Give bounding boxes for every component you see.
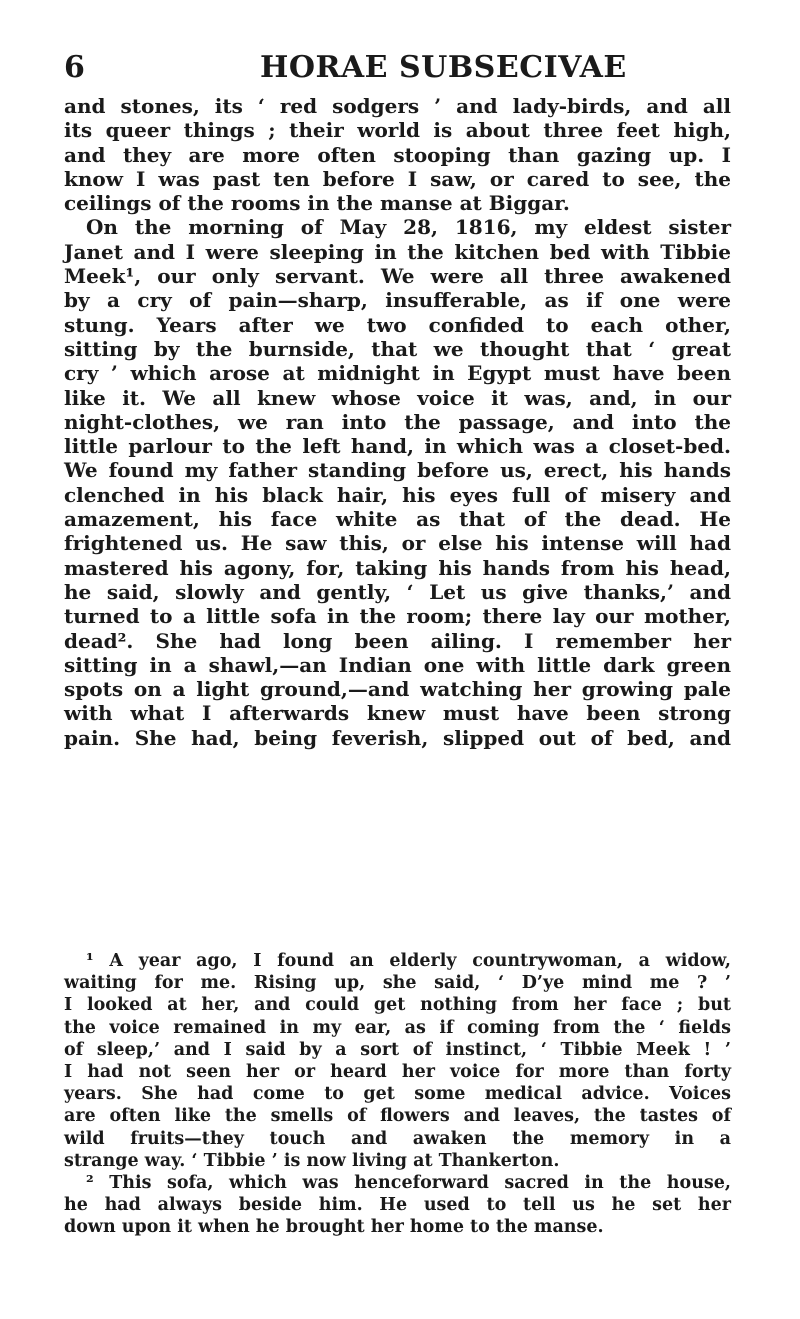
- footnote-line: down upon it when he brought her home to the manse.: [64, 1217, 604, 1238]
- text-line: like it. We all knew whose voice it was, and, in our: [64, 385, 731, 410]
- text-line: We found my father standing before us, erect, his hands: [64, 458, 731, 483]
- text-line: clenched in his black hair, his eyes full of misery and: [64, 482, 731, 507]
- footnote-line: waiting for me. Rising up, she said, ‘ D’ye mind me ? ’: [64, 973, 731, 994]
- text-line: night-clothes, we ran into the passage, and into the: [64, 409, 731, 434]
- main-text: [64, 94, 731, 750]
- text-line: dead². She had long been ailing. I remember her: [64, 628, 731, 653]
- footnote-line: I had not seen her or heard her voice for more than forty: [64, 1062, 731, 1083]
- text-line: he said, slowly and gently, ‘ Let us give thanks,’ and: [64, 579, 731, 604]
- text-line: turned to a little sofa in the room; there lay our mother,: [64, 604, 731, 629]
- page-header: [64, 48, 729, 88]
- text-line: little parlour to the left hand, in which was a closet-bed.: [64, 434, 731, 459]
- text-line: sitting by the burnside, that we thought that ‘ great: [64, 336, 731, 361]
- text-line: On the morning of May 28, 1816, my eldest sister: [86, 215, 731, 240]
- text-line: and stones, its ‘ red sodgers ’ and lady-birds, and all: [64, 94, 731, 118]
- text-line: sitting in a shawl,—an Indian one with little dark green: [64, 652, 731, 677]
- page-number: 6: [64, 50, 85, 85]
- text-line: Janet and I were sleeping in the kitchen bed with Tibbie: [64, 239, 731, 264]
- text-line: frightened us. He saw this, or else his intense will had: [64, 531, 731, 556]
- footnotes: [64, 950, 731, 1239]
- text-line: ceilings of the rooms in the manse at Biggar.: [64, 191, 570, 216]
- footnote-line: of sleep,’ and I said by a sort of instinct, ‘ Tibbie Meek ! ’: [64, 1039, 731, 1060]
- text-line: with what I afterwards knew must have been strong: [64, 701, 731, 726]
- footnote-line: I looked at her, and could get nothing from her face ; but: [64, 995, 731, 1016]
- footnote-line: strange way. ‘ Tibbie ’ is now living at Thankerton.: [64, 1150, 560, 1171]
- text-line: spots on a light ground,—and watching her growing pale: [64, 677, 731, 702]
- text-line: cry ’ which arose at midnight in Egypt must have been: [64, 361, 731, 386]
- running-head: HORAE SUBSECIVAE: [260, 50, 627, 85]
- text-line: by a cry of pain—sharp, insufferable, as if one were: [64, 288, 731, 313]
- text-line: mastered his agony, for, taking his hands from his head,: [64, 555, 731, 580]
- text-line: amazement, his face white as that of the dead. He: [64, 507, 731, 532]
- footnote-line: years. She had come to get some medical advice. Voices: [64, 1084, 731, 1105]
- text-line: know I was past ten before I saw, or cared to see, the: [64, 166, 731, 191]
- text-line: stung. Years after we two confided to each other,: [64, 312, 731, 337]
- footnote-line: he had always beside him. He used to tell us he set her: [64, 1195, 731, 1216]
- footnote-line: ¹ A year ago, I found an elderly countrywoman, a widow,: [86, 951, 731, 971]
- text-line: Meek¹, our only servant. We were all three awakened: [64, 264, 731, 289]
- footnote-line: the voice remained in my ear, as if coming from the ‘ fields: [64, 1017, 731, 1038]
- text-line: and they are more often stooping than gazing up. I: [64, 142, 731, 167]
- footnote-line: wild fruits—they touch and awaken the memory in a: [64, 1128, 731, 1149]
- text-line: pain. She had, being feverish, slipped out of bed, and: [64, 725, 731, 750]
- footnote-line: ² This sofa, which was henceforward sacred in the house,: [86, 1173, 731, 1194]
- footnote-line: are often like the smells of flowers and leaves, the tastes of: [64, 1106, 731, 1127]
- text-line: its queer things ; their world is about three feet high,: [64, 118, 731, 143]
